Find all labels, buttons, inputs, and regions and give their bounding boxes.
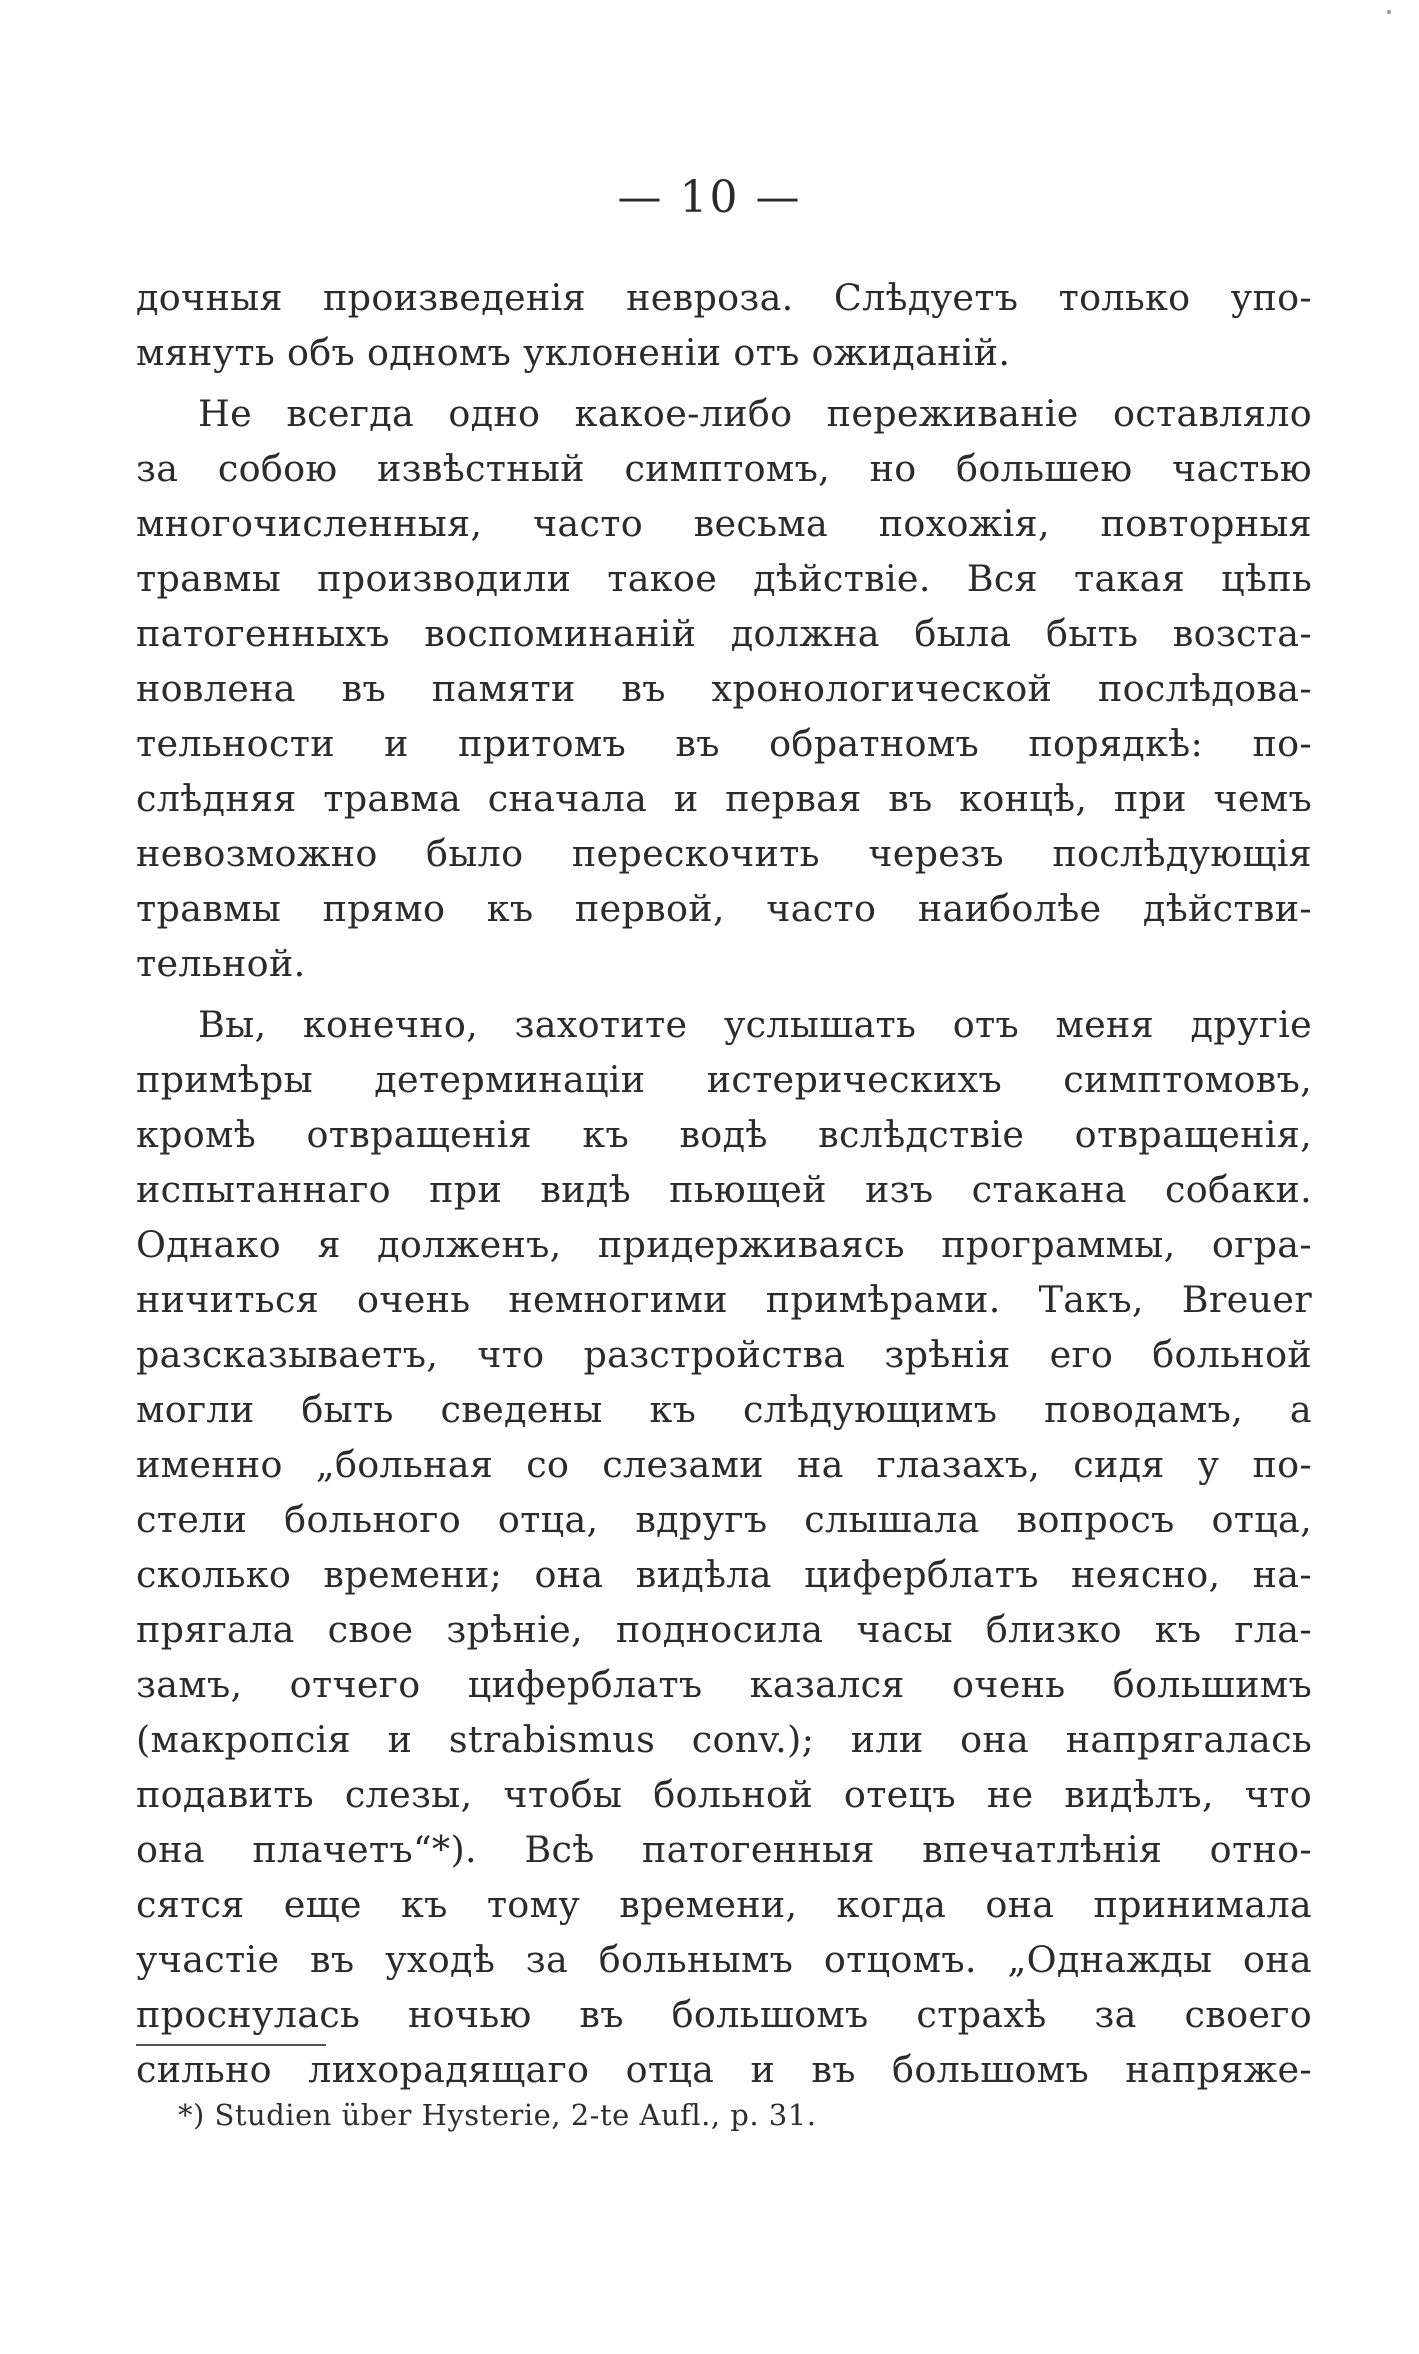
text-line: дочныя произведенія невроза. Слѣдуетъ только упо- [136,276,1312,319]
paragraph-3 [136,997,1312,2097]
text-line: прягала свое зрѣніе, подносила часы близко къ гла- [136,1608,1312,1651]
text-line: сильно лихорадящаго отца и въ большомъ напряже- [136,2048,1312,2091]
text-line: Однако я долженъ, придерживаясь программы, огра- [136,1223,1312,1266]
text-line: могли быть сведены къ слѣдующимъ поводамъ, а [136,1388,1312,1431]
page-speck [1387,10,1391,14]
text-line: невозможно было перескочить черезъ послѣдующія [136,832,1312,875]
text-line: Не всегда одно какое-либо переживаніе оставляло [198,392,1312,435]
text-line: ничиться очень немногими примѣрами. Такъ, Breuer [136,1278,1312,1321]
footnote-divider [136,2044,326,2046]
text-line: тельности и притомъ въ обратномъ порядкѣ: по- [136,722,1312,765]
text-line: испытаннаго при видѣ пьющей изъ стакана собаки. [136,1168,1312,1211]
text-line: разсказываетъ, что разстройства зрѣнія его больной [136,1333,1312,1376]
text-line: Вы, конечно, захотите услышать отъ меня другіе [198,1003,1312,1046]
paragraph-1 [136,270,1312,380]
text-line: сколько времени; она видѣла циферблатъ неясно, на- [136,1553,1312,1596]
text-line: новлена въ памяти въ хронологической послѣдова- [136,667,1312,710]
text-line: травмы прямо къ первой, часто наиболѣе дѣйстви- [136,887,1312,930]
text-line: проснулась ночью въ большомъ страхѣ за своего [136,1993,1312,2036]
text-line: стели больного отца, вдругъ слышала вопросъ отца, [136,1498,1312,1541]
text-line: мянуть объ одномъ уклоненіи отъ ожиданій. [136,331,1011,374]
text-line: именно „больная со слезами на глазахъ, сидя у по- [136,1443,1312,1486]
page-number: — 10 — [617,172,802,223]
text-line: слѣдняя травма сначала и первая въ концѣ, при чемъ [136,777,1312,820]
text-line: она плачетъ“*). Всѣ патогенныя впечатлѣнія отно- [136,1828,1312,1871]
footnote: *) Studien über Hysterie, 2-te Aufl., p. 31. [178,2098,817,2132]
text-line: многочисленныя, часто весьма похожія, повторныя [136,502,1312,545]
text-line: патогенныхъ воспоминаній должна была быть возста- [136,612,1312,655]
body-text [136,270,1312,2097]
text-line: сятся еще къ тому времени, когда она принимала [136,1883,1312,1926]
text-line: за собою извѣстный симптомъ, но большею частью [136,447,1312,490]
text-line: подавить слезы, чтобы больной отецъ не видѣлъ, что [136,1773,1312,1816]
text-line: участіе въ уходѣ за больнымъ отцомъ. „Однажды она [136,1938,1312,1981]
text-line: тельной. [136,942,306,985]
paragraph-2 [136,386,1312,991]
text-line: примѣры детерминаціи истерическихъ симптомовъ, [136,1058,1312,1101]
text-line: (макропсія и strabismus conv.); или она напрягалась [136,1718,1312,1761]
text-line: травмы производили такое дѣйствіе. Вся такая цѣпь [136,557,1312,600]
text-line: замъ, отчего циферблатъ казался очень большимъ [136,1663,1312,1706]
text-line: кромѣ отвращенія къ водѣ вслѣдствіе отвращенія, [136,1113,1312,1156]
